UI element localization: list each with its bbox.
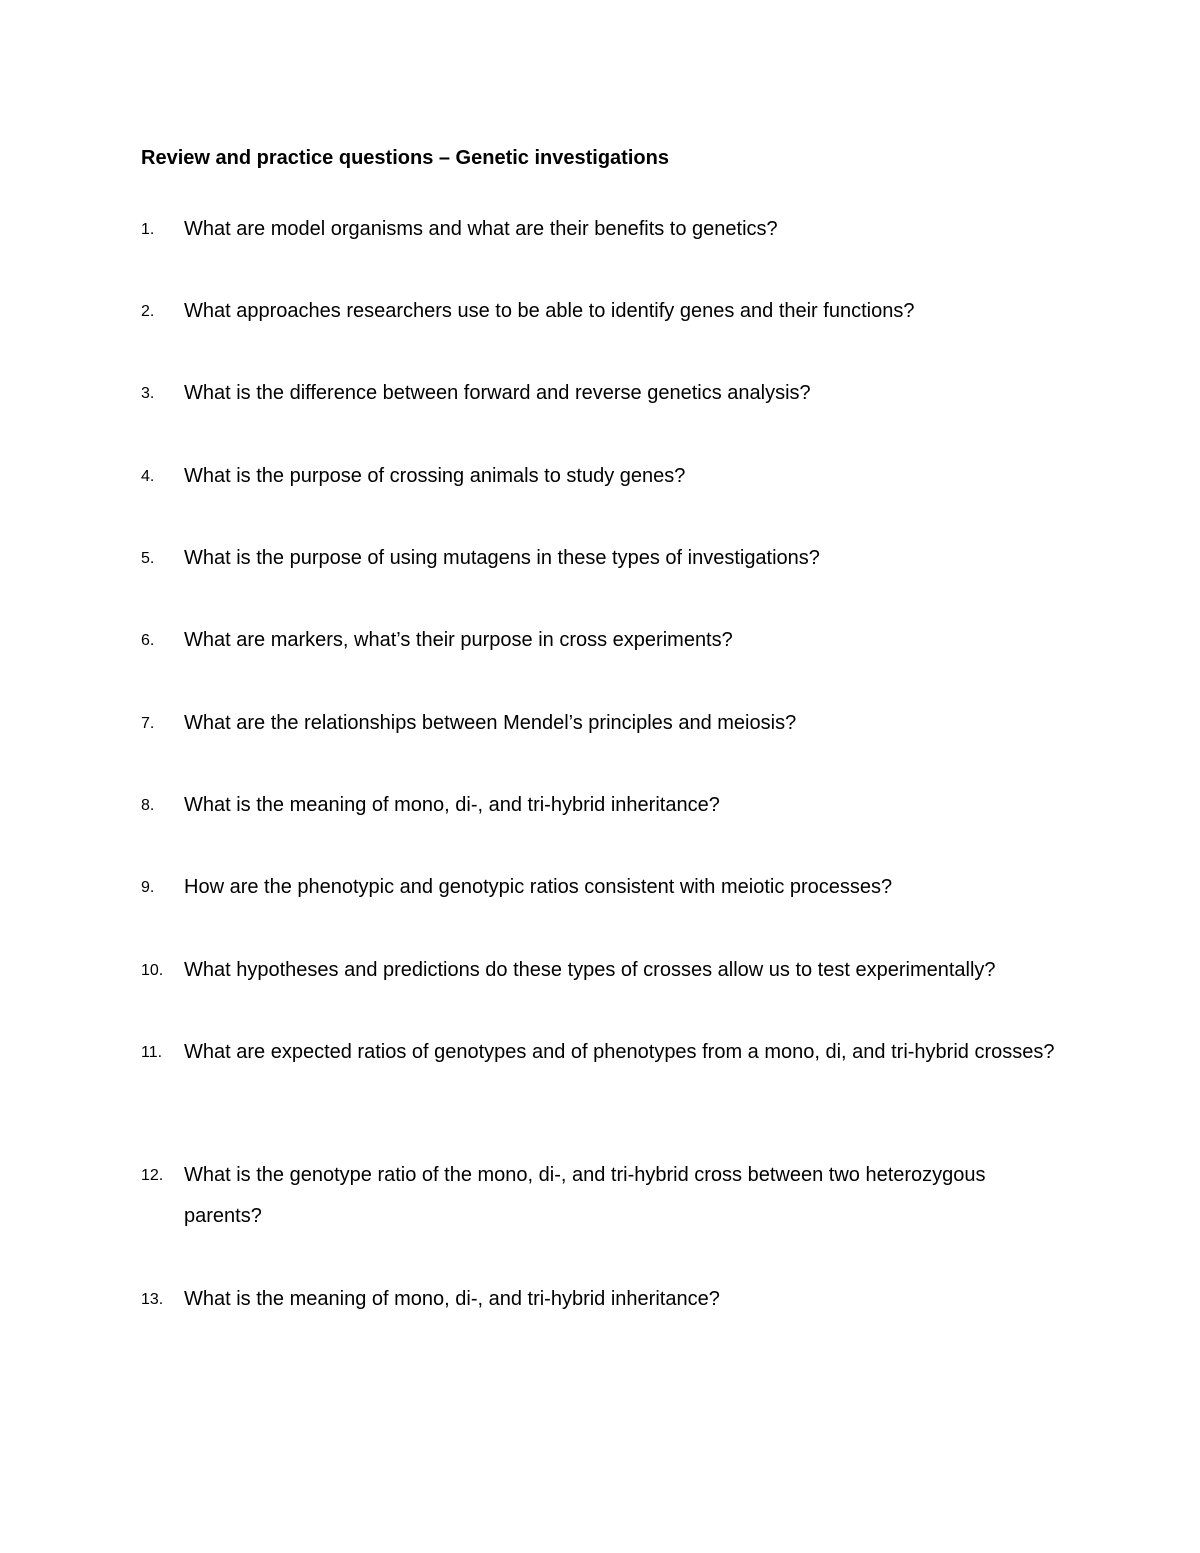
- question-text: What is the genotype ratio of the mono, di-, and tri-hybrid cross between two heterozygous parents?: [184, 1164, 986, 1227]
- question-number: 13.: [141, 1291, 164, 1308]
- question-number: 4.: [141, 468, 155, 485]
- question-text: What is the meaning of mono, di-, and tri-hybrid inheritance?: [184, 1288, 720, 1310]
- question-number: 12.: [141, 1167, 164, 1184]
- question-number: 5.: [141, 550, 155, 567]
- question-number: 2.: [141, 303, 155, 320]
- question-text: What approaches researchers use to be able to identify genes and their functions?: [184, 300, 915, 322]
- question-number: 8.: [141, 797, 155, 814]
- question-text: What are expected ratios of genotypes and of phenotypes from a mono, di, and tri-hybrid crosses?: [184, 1041, 1055, 1063]
- question-text: What is the purpose of using mutagens in these types of investigations?: [184, 547, 820, 569]
- question-text: How are the phenotypic and genotypic ratios consistent with meiotic processes?: [184, 876, 893, 898]
- question-number: 3.: [141, 385, 155, 402]
- question-number: 9.: [141, 879, 155, 896]
- question-text: What are the relationships between Mendel’s principles and meiosis?: [184, 712, 797, 734]
- question-text: What are markers, what’s their purpose in cross experiments?: [184, 629, 733, 651]
- question-text: What are model organisms and what are their benefits to genetics?: [184, 218, 778, 240]
- document-title: Review and practice questions – Genetic investigations: [141, 147, 669, 169]
- question-number: 7.: [141, 715, 155, 732]
- question-number: 1.: [141, 221, 155, 238]
- question-number: 11.: [141, 1044, 163, 1061]
- question-text: What is the difference between forward and reverse genetics analysis?: [184, 382, 811, 404]
- question-number: 6.: [141, 632, 155, 649]
- question-number: 10.: [141, 962, 164, 979]
- question-text: What is the meaning of mono, di-, and tri-hybrid inheritance?: [184, 794, 720, 816]
- question-text: What hypotheses and predictions do these types of crosses allow us to test experimentally?: [184, 959, 996, 981]
- question-text: What is the purpose of crossing animals to study genes?: [184, 465, 686, 487]
